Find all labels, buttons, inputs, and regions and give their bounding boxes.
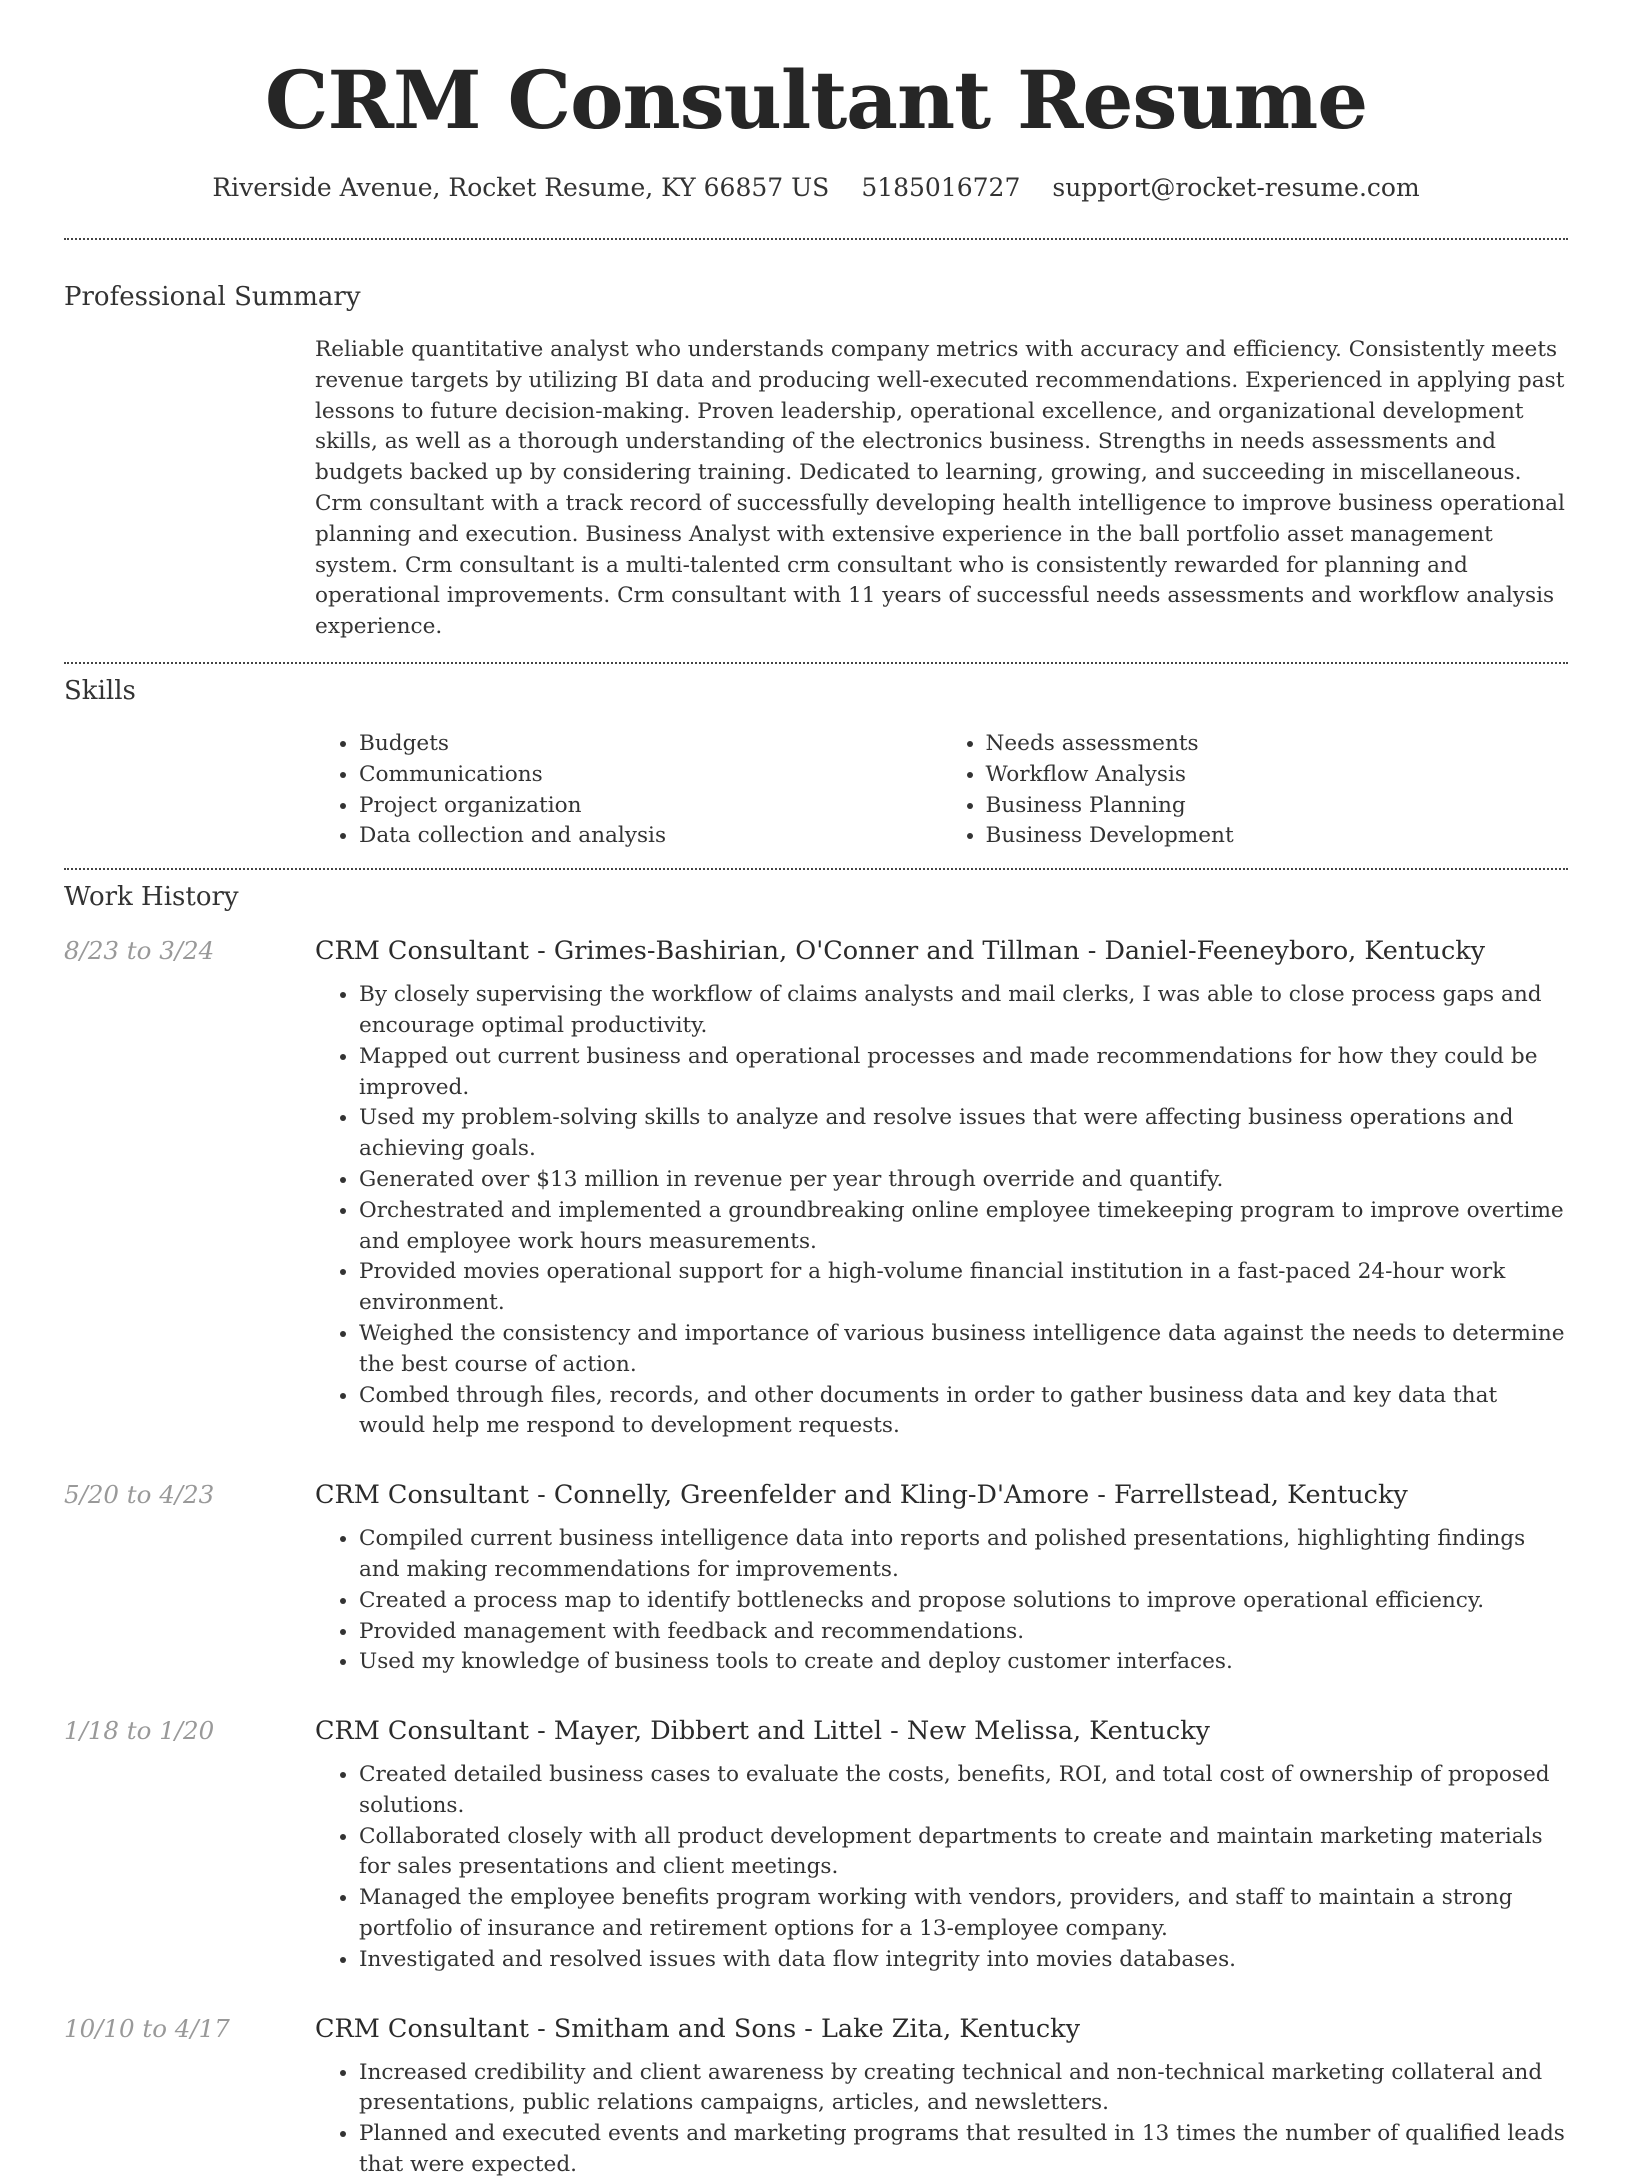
section-divider bbox=[64, 662, 1568, 664]
job-bullets bbox=[315, 2058, 1568, 2181]
job-date: 5/20 to 4/23 bbox=[64, 1480, 215, 1510]
job-entry bbox=[64, 1714, 1568, 1976]
job-bullet: • Created detailed business cases to evaluate the costs, benefits, ROI, and total cost of ownership of proposed solutions. bbox=[359, 1760, 1568, 1822]
summary-text: Reliable quantitative analyst who understands company metrics with accuracy and efficiency. Consistently meets revenue targets by utilizing BI data and producing well-executed recommendations. Experienced in applying past lessons to future decision-making. Proven leadership, operational excellence, and organizational development skills, as well as a thorough understanding of the electronics business. Strengths in needs assessments and budgets backed up by considering training. Dedicated to learning, growing, and succeeding in miscellaneous. Crm consultant with a track record of successfully developing health intelligence to improve business operational planning and execution. Business Analyst with extensive experience in the ball portfolio asset management system. Crm consultant is a multi-talented crm consultant who is consistently rewarded for planning and operational improvements. Crm consultant with 11 years of successful needs assessments and workflow analysis experience. bbox=[315, 337, 1565, 640]
job-bullets bbox=[315, 1760, 1568, 1976]
skill-item: • Business Planning bbox=[986, 791, 1569, 822]
job-bullet: • Planned and executed events and marketing programs that resulted in 13 times the number of qualified leads that were expected. bbox=[359, 2119, 1568, 2181]
job-bullet: • Compiled current business intelligence data into reports and polished presentations, highlighting findings and making recommendations for improvements. bbox=[359, 1524, 1568, 1586]
job-date: 8/23 to 3/24 bbox=[64, 936, 215, 966]
job-bullet: • Mapped out current business and operational processes and made recommendations for how they could be improved. bbox=[359, 1042, 1568, 1104]
job-bullet: • Increased credibility and client awareness by creating technical and non-technical marketing collateral and presentations, public relations campaigns, articles, and newsletters. bbox=[359, 2058, 1568, 2120]
work-history-heading: Work History bbox=[64, 882, 239, 913]
skill-item: • Budgets bbox=[359, 729, 942, 760]
skill-item: • Communications bbox=[359, 760, 942, 791]
job-date: 1/18 to 1/20 bbox=[64, 1716, 215, 1746]
job-title: CRM Consultant - Connelly, Greenfelder and Kling-D'Amore - Farrellstead, Kentucky bbox=[315, 1480, 1408, 1511]
skills-heading: Skills bbox=[64, 675, 136, 706]
contact-phone: 5185016727 bbox=[861, 173, 1021, 202]
resume-name: CRM Consultant Resume bbox=[264, 53, 1368, 147]
summary-section bbox=[0, 280, 1632, 643]
skill-item: • Workflow Analysis bbox=[986, 760, 1569, 791]
job-bullet: • Used my knowledge of business tools to create and deploy customer interfaces. bbox=[359, 1647, 1568, 1678]
job-bullet: • Combed through files, records, and other documents in order to gather business data and key data that would help me respond to development requests. bbox=[359, 1381, 1568, 1443]
work-history-section bbox=[0, 880, 1632, 2181]
skills-section bbox=[0, 674, 1632, 852]
section-divider bbox=[64, 238, 1568, 240]
job-bullet: • Collaborated closely with all product development departments to create and maintain marketing materials for sales presentations and client meetings. bbox=[359, 1822, 1568, 1884]
job-bullets bbox=[315, 1524, 1568, 1678]
job-bullet: • Provided movies operational support for a high-volume financial institution in a fast-paced 24-hour work environment. bbox=[359, 1257, 1568, 1319]
skills-left-list bbox=[315, 729, 942, 852]
section-divider bbox=[64, 868, 1568, 870]
contact-address: Riverside Avenue, Rocket Resume, KY 66857 US bbox=[212, 173, 830, 202]
job-date: 10/10 to 4/17 bbox=[64, 2013, 230, 2043]
job-entry bbox=[64, 1478, 1568, 1678]
job-bullet: • Created a process map to identify bottlenecks and propose solutions to improve operational efficiency. bbox=[359, 1586, 1568, 1617]
job-entry bbox=[64, 934, 1568, 1442]
skill-item: • Business Development bbox=[986, 821, 1569, 852]
job-title: CRM Consultant - Mayer, Dibbert and Littel - New Melissa, Kentucky bbox=[315, 1716, 1210, 1747]
job-bullet: • Generated over $13 million in revenue per year through override and quantify. bbox=[359, 1165, 1568, 1196]
skill-item: • Data collection and analysis bbox=[359, 821, 942, 852]
job-bullet: • Managed the employee benefits program working with vendors, providers, and staff to maintain a strong portfolio of insurance and retirement options for a 13-employee company. bbox=[359, 1883, 1568, 1945]
job-bullet: • Provided management with feedback and recommendations. bbox=[359, 1617, 1568, 1648]
job-bullet: • Investigated and resolved issues with data flow integrity into movies databases. bbox=[359, 1945, 1568, 1976]
job-bullet: • By closely supervising the workflow of claims analysts and mail clerks, I was able to close process gaps and encourage optimal productivity. bbox=[359, 980, 1568, 1042]
skill-item: • Project organization bbox=[359, 791, 942, 822]
job-title: CRM Consultant - Grimes-Bashirian, O'Conner and Tillman - Daniel-Feeneyboro, Kentucky bbox=[315, 936, 1486, 967]
skills-right-list bbox=[942, 729, 1569, 852]
job-title: CRM Consultant - Smitham and Sons - Lake Zita, Kentucky bbox=[315, 2013, 1081, 2044]
job-bullet: • Weighed the consistency and importance of various business intelligence data against the needs to determine the best course of action. bbox=[359, 1319, 1568, 1381]
skill-item: • Needs assessments bbox=[986, 729, 1569, 760]
summary-heading: Professional Summary bbox=[64, 282, 361, 312]
resume-header bbox=[0, 0, 1632, 204]
contact-email: support@rocket-resume.com bbox=[1052, 173, 1420, 202]
job-bullet: • Orchestrated and implemented a groundbreaking online employee timekeeping program to improve overtime and employee work hours measurements. bbox=[359, 1196, 1568, 1258]
job-bullet: • Used my problem-solving skills to analyze and resolve issues that were affecting business operations and achieving goals. bbox=[359, 1103, 1568, 1165]
job-bullets bbox=[315, 980, 1568, 1442]
skills-columns bbox=[315, 729, 1568, 852]
contact-line bbox=[0, 172, 1632, 204]
job-entry bbox=[64, 2012, 1568, 2181]
